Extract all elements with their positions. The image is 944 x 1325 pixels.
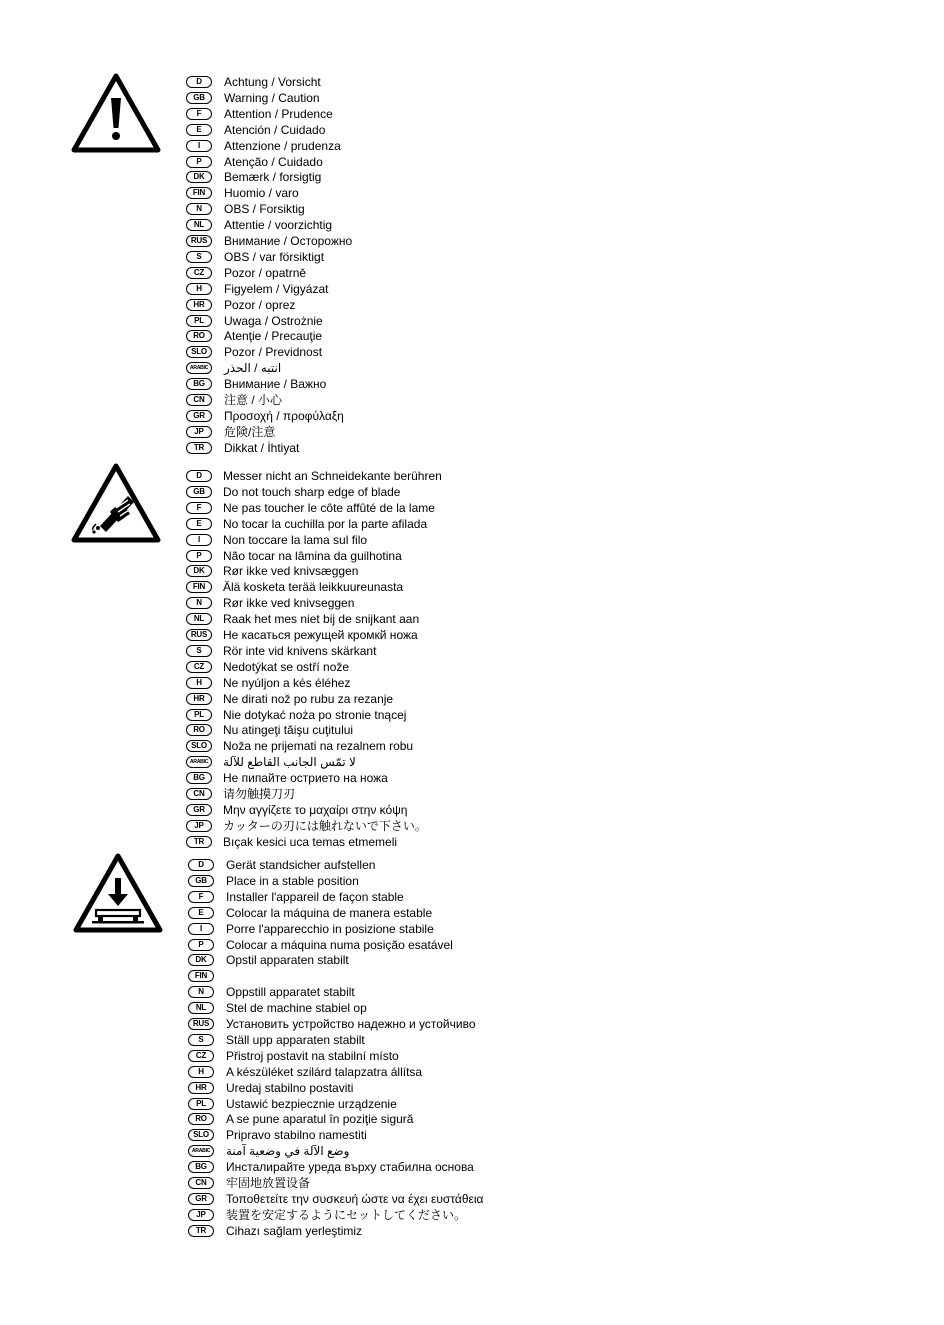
warning-text: Oppstill apparatet stabilt	[226, 985, 355, 1000]
language-row-e	[186, 123, 786, 139]
language-row-cz	[186, 266, 786, 282]
warning-text: Do not touch sharp edge of blade	[223, 484, 401, 499]
warning-text: Raak het mes niet bij de snijkant aan	[223, 612, 420, 627]
language-code-badge: I	[188, 923, 214, 935]
language-code-badge: D	[186, 470, 212, 482]
warning-text: OBS / var försiktigt	[224, 249, 325, 264]
language-row-h	[186, 676, 786, 692]
warning-text: Bıçak kesici uca temas etmemeli	[223, 834, 398, 849]
language-row-gr	[188, 1192, 788, 1208]
warning-text: انتبه / الحذر	[224, 361, 282, 376]
warning-text: Ustawić bezpiecznie urządzenie	[226, 1096, 397, 1111]
warning-text: 注意 / 小心	[224, 393, 283, 407]
warning-text: 危険/注意	[224, 424, 276, 439]
language-row-jp	[186, 819, 786, 835]
language-code-badge: H	[188, 1066, 214, 1078]
language-row-tr	[186, 441, 786, 457]
language-row-gb	[188, 874, 788, 890]
language-row-pl	[186, 708, 786, 724]
warning-text: Rør ikke ved knivseggen	[223, 596, 355, 611]
warning-text: Atenção / Cuidado	[224, 154, 323, 169]
warning-text: Nie dotykać noża po stronie tnącej	[223, 707, 407, 722]
warning-text: Ne pas toucher le côte affûté de la lame	[223, 500, 435, 515]
language-row-p	[188, 938, 788, 954]
language-code-badge: E	[186, 518, 212, 530]
warning-text: Noža ne prijemati na rezalnem robu	[223, 739, 414, 754]
warning-text: Pozor / opatrně	[224, 265, 307, 280]
language-row-hr	[186, 692, 786, 708]
language-code-badge: BG	[186, 772, 212, 784]
warning-text: 请勿触摸刀刃	[223, 787, 296, 801]
warning-text: Non toccare la lama sul filo	[223, 532, 368, 547]
language-row-n	[186, 596, 786, 612]
language-code-badge: I	[186, 534, 212, 546]
language-code-badge: F	[186, 108, 212, 120]
language-row-gb	[186, 485, 786, 501]
language-code-badge: SLO	[186, 346, 212, 358]
language-code-badge: PL	[186, 315, 212, 327]
language-row-pl	[188, 1097, 788, 1113]
language-code-badge: HR	[186, 299, 212, 311]
language-code-badge: CN	[188, 1177, 214, 1189]
language-row-tr	[186, 835, 786, 851]
warning-text: 装置を安定するようにセットしてください。	[226, 1207, 467, 1222]
language-row-fin	[186, 186, 786, 202]
warning-text: Nedotýkat se ostří nože	[223, 659, 350, 674]
language-code-badge: FIN	[186, 187, 212, 199]
language-row-jp	[188, 1208, 788, 1224]
language-code-badge: RUS	[186, 629, 212, 641]
language-row-nl	[186, 218, 786, 234]
language-row-d	[186, 469, 786, 485]
warning-text: Dikkat / İhtiyat	[224, 440, 300, 455]
language-code-badge: BG	[188, 1161, 214, 1173]
language-code-badge: SLO	[188, 1129, 214, 1141]
warning-text: Не касаться режущей кромкй ножа	[223, 628, 418, 642]
language-row-n	[186, 202, 786, 218]
language-code-badge: RO	[186, 724, 212, 736]
language-code-badge: RO	[186, 330, 212, 342]
language-row-cn	[186, 787, 786, 803]
language-code-badge: DK	[186, 565, 212, 577]
language-code-badge: TR	[186, 442, 212, 454]
warning-text: Не пипайте острието на ножа	[223, 771, 388, 786]
language-code-badge: HR	[188, 1082, 214, 1094]
language-row-p	[186, 549, 786, 565]
language-row-cn	[186, 393, 786, 409]
language-row-nl	[186, 612, 786, 628]
warning-text: Atención / Cuidado	[224, 122, 326, 137]
language-row-tr	[188, 1224, 788, 1240]
language-row-dk	[186, 170, 786, 186]
language-code-badge: S	[186, 251, 212, 263]
language-code-badge: H	[186, 677, 212, 689]
language-row-e	[188, 906, 788, 922]
warning-text: Μην αγγίζετε το μαχαίρι στην κόψη	[223, 802, 408, 817]
language-code-badge: GR	[186, 804, 212, 816]
language-code-badge: CN	[186, 788, 212, 800]
language-row-p	[186, 155, 786, 171]
warning-text: Atenţie / Precauţie	[224, 329, 323, 344]
warning-text: Ne nyúljon a kés éléhez	[223, 675, 351, 690]
language-row-cn	[188, 1176, 788, 1192]
warning-text: Uwaga / Ostrożnie	[224, 313, 323, 328]
language-code-badge: F	[188, 891, 214, 903]
language-code-badge: RO	[188, 1113, 214, 1125]
language-row-i	[186, 139, 786, 155]
language-code-badge: JP	[186, 426, 212, 438]
warning-text: A se pune aparatul în poziţie sigură	[226, 1112, 414, 1127]
language-row-cz	[186, 660, 786, 676]
warning-text: Opstil apparaten stabilt	[226, 953, 349, 968]
language-row-f	[186, 501, 786, 517]
warning-text: Ne dirati nož po rubu za rezanje	[223, 691, 394, 706]
language-code-badge: ARABIC	[186, 756, 212, 768]
warning-text: No tocar la cuchilla por la parte afilada	[223, 516, 428, 531]
language-code-badge: RUS	[186, 235, 212, 247]
language-code-badge: F	[186, 502, 212, 514]
warning-text: Figyelem / Vigyázat	[224, 281, 329, 296]
warning-text: Messer nicht an Schneidekante berühren	[223, 469, 442, 483]
language-code-badge: ARABIC	[186, 362, 212, 374]
language-code-badge: S	[188, 1034, 214, 1046]
language-row-arabic	[188, 1144, 788, 1160]
warning-text: Colocar la máquina de manera estable	[226, 905, 433, 920]
warning-text: Cihazı sağlam yerleştimiz	[226, 1223, 363, 1238]
warning-text: Place in a stable position	[226, 873, 359, 888]
language-row-h	[188, 1065, 788, 1081]
language-code-badge: FIN	[186, 581, 212, 593]
language-row-e	[186, 517, 786, 533]
language-row-hr	[186, 298, 786, 314]
language-code-badge: P	[186, 156, 212, 168]
language-row-hr	[188, 1081, 788, 1097]
language-row-i	[186, 533, 786, 549]
language-code-badge: CN	[186, 394, 212, 406]
language-code-badge: SLO	[186, 740, 212, 752]
language-row-pl	[186, 314, 786, 330]
warning-text: Pozor / Previdnost	[224, 345, 323, 360]
language-code-badge: GB	[188, 875, 214, 887]
warning-text: Rør ikke ved knivsæggen	[223, 564, 359, 579]
warning-text: Установить устройство надежно и устойчиво	[226, 1017, 476, 1031]
language-row-ro	[188, 1112, 788, 1128]
language-code-badge: FIN	[188, 970, 214, 982]
warning-text: Colocar a máquina numa posição esatável	[226, 937, 453, 952]
language-row-arabic	[186, 361, 786, 377]
language-code-badge: GR	[188, 1193, 214, 1205]
warning-text: Attention / Prudence	[224, 106, 333, 121]
warning-text: Bemærk / forsigtig	[224, 170, 322, 185]
language-code-badge: JP	[188, 1209, 214, 1221]
language-row-rus	[186, 628, 786, 644]
language-row-jp	[186, 425, 786, 441]
language-row-s	[188, 1033, 788, 1049]
language-code-badge: E	[188, 907, 214, 919]
language-row-d	[186, 75, 786, 91]
language-code-badge: I	[186, 140, 212, 152]
warning-text: A készüléket szilárd talapzatra állítsa	[226, 1064, 423, 1079]
warning-text: Attentie / voorzichtig	[224, 218, 333, 233]
language-row-ro	[186, 723, 786, 739]
language-row-gr	[186, 409, 786, 425]
language-code-badge: GB	[186, 92, 212, 104]
warning-text: Achtung / Vorsicht	[224, 75, 321, 89]
language-row-bg	[186, 771, 786, 787]
language-row-gb	[186, 91, 786, 107]
warning-text: Внимание / Осторожно	[224, 234, 353, 248]
warning-text: Älä kosketa terää leikkuureunasta	[223, 580, 404, 595]
language-code-badge: BG	[186, 378, 212, 390]
language-code-badge: E	[186, 124, 212, 136]
language-row-h	[186, 282, 786, 298]
language-row-s	[186, 644, 786, 660]
warning-text: Pripravo stabilno namestiti	[226, 1128, 367, 1143]
language-code-badge: H	[186, 283, 212, 295]
warning-text: Porre l'apparecchio in posizione stabile	[226, 921, 434, 936]
warning-text: カッターの刃には触れないで下さい。	[223, 818, 427, 833]
warning-text: Uredaj stabilno postaviti	[226, 1080, 354, 1095]
language-row-slo	[186, 345, 786, 361]
language-code-badge: TR	[188, 1225, 214, 1237]
language-row-slo	[186, 739, 786, 755]
language-row-rus	[188, 1017, 788, 1033]
language-code-badge: N	[186, 203, 212, 215]
language-row-arabic	[186, 755, 786, 771]
language-code-badge: DK	[188, 954, 214, 966]
language-row-dk	[186, 564, 786, 580]
language-code-badge: N	[188, 986, 214, 998]
language-row-fin	[188, 969, 788, 985]
warning-text: Инсталирайте уреда върху стабилна основа	[226, 1160, 474, 1175]
language-code-badge: CZ	[186, 661, 212, 673]
warning-text: لا تمّس الجانب القاطع للآلة	[223, 755, 356, 770]
language-code-badge: DK	[186, 171, 212, 183]
warning-exclamation-icon	[70, 72, 162, 154]
language-code-badge: D	[186, 76, 212, 88]
language-code-badge: P	[188, 939, 214, 951]
warning-text: Τοποθετείτε την συσκευή ώστε να έχει ευστάθεια	[226, 1191, 484, 1206]
warning-text: Gerät standsicher aufstellen	[226, 858, 376, 872]
warning-text: Внимание / Важно	[224, 377, 327, 392]
language-code-badge: RUS	[188, 1018, 214, 1030]
language-row-nl	[188, 1001, 788, 1017]
language-row-ro	[186, 329, 786, 345]
language-row-fin	[186, 580, 786, 596]
warning-text: Προσοχή / προφύλαξη	[224, 408, 344, 423]
language-row-slo	[188, 1128, 788, 1144]
language-row-rus	[186, 234, 786, 250]
language-code-badge: NL	[186, 219, 212, 231]
language-row-n	[188, 985, 788, 1001]
language-row-bg	[186, 377, 786, 393]
warning-text: 牢固地放置设备	[226, 1176, 311, 1190]
language-code-badge: PL	[186, 709, 212, 721]
language-row-d	[188, 858, 788, 874]
language-code-badge: CZ	[186, 267, 212, 279]
language-row-gr	[186, 803, 786, 819]
warning-text: Não tocar na lâmina da guilhotina	[223, 548, 402, 563]
language-row-s	[186, 250, 786, 266]
warning-text: Ställ upp apparaten stabilt	[226, 1032, 365, 1047]
stable-position-icon	[72, 852, 164, 934]
warning-text: Pozor / oprez	[224, 297, 296, 312]
language-row-bg	[188, 1160, 788, 1176]
warning-text: Huomio / varo	[224, 186, 299, 201]
warning-text: Rör inte vid knivens skärkant	[223, 643, 377, 658]
warning-text: Stel de machine stabiel op	[226, 1001, 367, 1016]
warning-text: OBS / Forsiktig	[224, 202, 305, 217]
warning-text: Přistroj postavit na stabilní místo	[226, 1048, 399, 1063]
warning-text: Installer l'appareil de façon stable	[226, 889, 404, 904]
warning-text: وضع الآلة في وضعية آمنة	[226, 1144, 350, 1159]
language-row-f	[186, 107, 786, 123]
language-code-badge: N	[186, 597, 212, 609]
language-code-badge: PL	[188, 1098, 214, 1110]
language-code-badge: ARABIC	[188, 1145, 214, 1157]
language-code-badge: S	[186, 645, 212, 657]
language-row-cz	[188, 1049, 788, 1065]
language-code-badge: JP	[186, 820, 212, 832]
language-row-f	[188, 890, 788, 906]
language-code-badge: TR	[186, 836, 212, 848]
language-code-badge: GB	[186, 486, 212, 498]
warning-text: Nu atingeţi tăişu cuţitului	[223, 723, 354, 738]
warning-text: Warning / Caution	[224, 90, 320, 105]
language-code-badge: P	[186, 550, 212, 562]
language-code-badge: NL	[188, 1002, 214, 1014]
language-code-badge: HR	[186, 693, 212, 705]
language-code-badge: D	[188, 859, 214, 871]
language-code-badge: GR	[186, 410, 212, 422]
language-row-dk	[188, 953, 788, 969]
language-code-badge: CZ	[188, 1050, 214, 1062]
warning-text: Attenzione / prudenza	[224, 138, 341, 153]
language-row-i	[188, 922, 788, 938]
language-code-badge: NL	[186, 613, 212, 625]
blade-cut-hazard-icon	[70, 462, 162, 544]
